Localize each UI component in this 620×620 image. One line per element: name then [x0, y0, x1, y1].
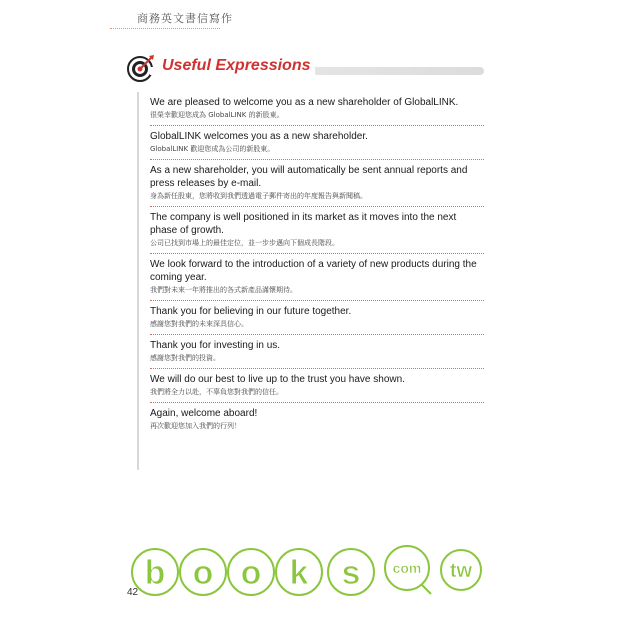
english-expression: We look forward to the introduction of a variety of new products during the coming year.: [150, 259, 477, 283]
chinese-translation: 感謝您對我們的未來深具信心。: [150, 320, 248, 328]
english-expression: We are pleased to welcome you as a new shareholder of GlobalLINK.: [150, 97, 459, 108]
chinese-translation: 再次歡迎您加入我們的行列！: [150, 422, 241, 430]
svg-text:com: com: [392, 560, 422, 576]
page-number: 42: [127, 587, 139, 598]
chinese-translation: 很榮幸歡迎您成為 GlobalLINK 的新股東。: [150, 111, 284, 119]
list-item: [150, 335, 484, 369]
english-expression: Thank you for investing in us.: [150, 340, 281, 351]
list-item: [150, 301, 484, 335]
chinese-translation: 我們將全力以赴，不辜負您對我們的信任。: [150, 388, 283, 396]
english-expression: GlobalLINK welcomes you as a new shareholder.: [150, 131, 368, 142]
chinese-translation: 我們對未來一年將推出的各式新產品滿懷期待。: [150, 286, 297, 294]
expression-list: [150, 92, 484, 436]
svg-text:o: o: [240, 554, 262, 592]
list-left-rule: [137, 92, 139, 470]
list-item: [150, 126, 484, 160]
running-header: 商務英文書信寫作: [137, 12, 233, 25]
list-item: [150, 254, 484, 301]
list-item: [150, 369, 484, 403]
list-item: [150, 160, 484, 207]
english-expression: We will do our best to live up to the trust you have shown.: [150, 374, 405, 385]
english-expression: The company is well positioned in its market as it moves into the next phase of growth.: [150, 212, 457, 236]
section-title: Useful Expressions: [162, 57, 315, 75]
chinese-translation: 身為新任股東，您將收到我們透過電子郵件寄出的年度報告與新聞稿。: [150, 192, 367, 200]
svg-text:s: s: [341, 554, 361, 592]
english-expression: Thank you for believing in our future together.: [150, 306, 352, 317]
header-divider: [110, 28, 220, 29]
list-item: [150, 207, 484, 254]
books-watermark-logo: [125, 540, 495, 600]
chinese-translation: 公司已找到市場上的最佳定位，並一步步邁向下個成長階段。: [150, 239, 339, 247]
svg-text:o: o: [192, 554, 214, 592]
svg-text:b: b: [144, 554, 166, 592]
chinese-translation: 感謝您對我們的投資。: [150, 354, 220, 362]
svg-text:k: k: [289, 554, 309, 592]
chinese-translation: GlobalLINK 歡迎您成為公司的新股東。: [150, 145, 275, 153]
list-item: [150, 92, 484, 126]
english-expression: Again, welcome aboard!: [150, 408, 258, 419]
list-item: [150, 403, 484, 436]
english-expression: As a new shareholder, you will automatically be sent annual reports and press releases by e-mail.: [150, 165, 468, 189]
svg-text:tw: tw: [449, 560, 473, 582]
